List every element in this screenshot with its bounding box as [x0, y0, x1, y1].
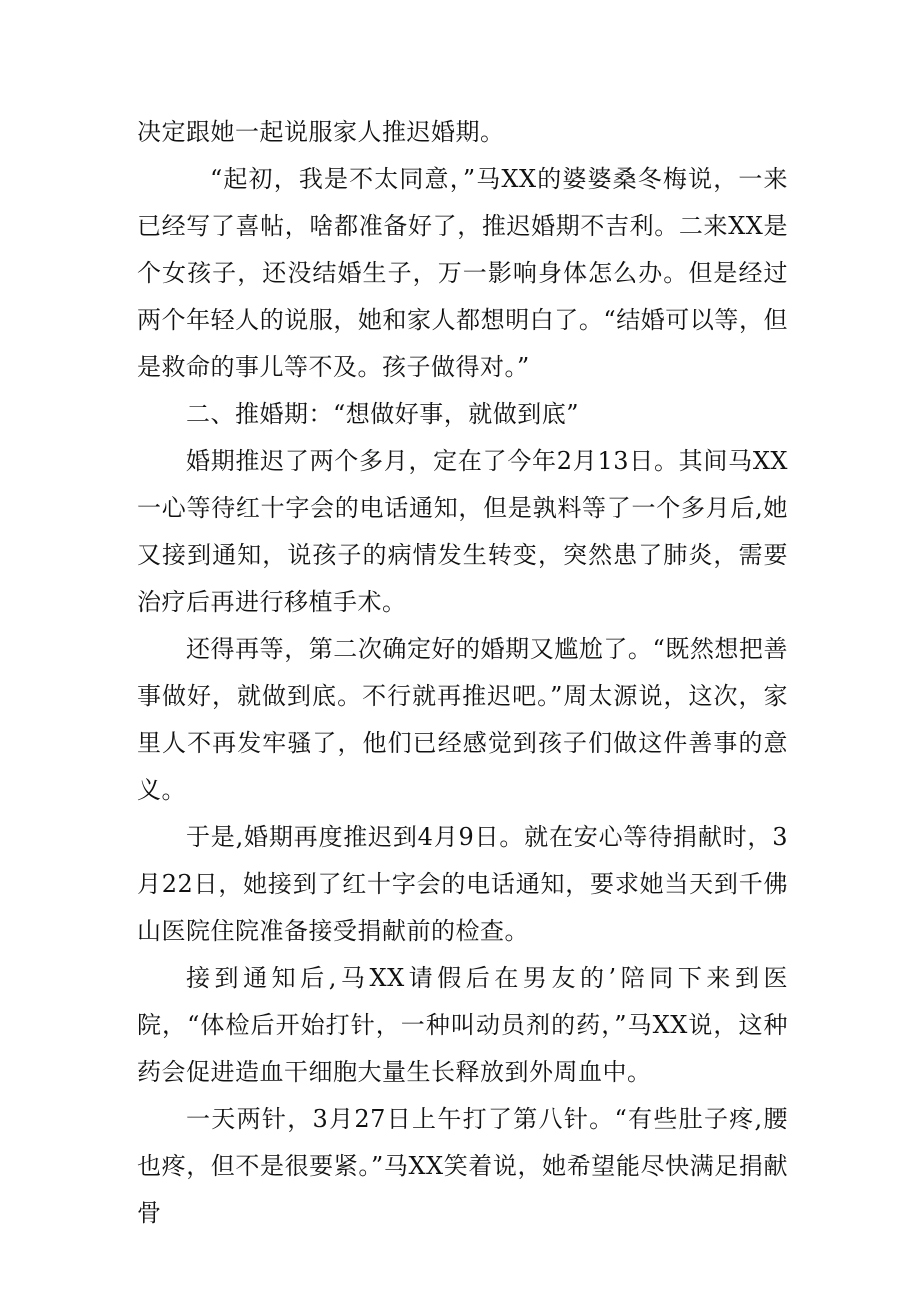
paragraph-mother-in-law: “起初，我是不太同意，”马XX的婆婆桑冬梅说，一来已经写了喜帖，啥都准备好了，推迟婚期不吉利。二来XX是个女孩子，还没结婚生子，万一影响身体怎么办。但是经过两个年轻人的说服，她和家人都想明白了。“结婚可以等，但是救命的事儿等不及。孩子做得对。”: [137, 165, 788, 381]
paragraph-injections: 一天两针，3月27日上午打了第八针。“有些肚子疼,腰也疼，但不是很要紧。”马XX笑着说，她希望能尽快满足捐献骨: [137, 1105, 788, 1227]
paragraph-wedding-postponed: 婚期推迟了两个多月，定在了今年2月13日。其间马XX一心等待红十字会的电话通知，但是孰料等了一个多月后,她又接到通知，说孩子的病情发生转变，突然患了肺炎，需要治疗后再进行移植手术。: [137, 447, 788, 616]
paragraph-red-cross-call: 于是,婚期再度推迟到4月9日。就在安心等待捐献时，3月22日，她接到了红十字会的电话通知，要求她当天到千佛山医院住院准备接受捐献前的检查。: [137, 823, 788, 945]
paragraph-hospital: 接到通知后,马XX请假后在男友的’陪同下来到医院，“体检后开始打针，一种叫动员剂的药，”马XX说，这种药会促进造血干细胞大量生长释放到外周血中。: [137, 964, 788, 1086]
paragraph-continuation: 决定跟她一起说服家人推迟婚期。: [137, 118, 505, 146]
paragraph-second-delay: 还得再等，第二次确定好的婚期又尴尬了。“既然想把善事做好，就做到底。不行就再推迟吧。”周太源说，这次，家里人不再发牢骚了，他们已经感觉到孩子们做这件善事的意义。: [137, 635, 788, 804]
section-heading: 二、推婚期：“想做好事，就做到底”: [186, 400, 580, 428]
